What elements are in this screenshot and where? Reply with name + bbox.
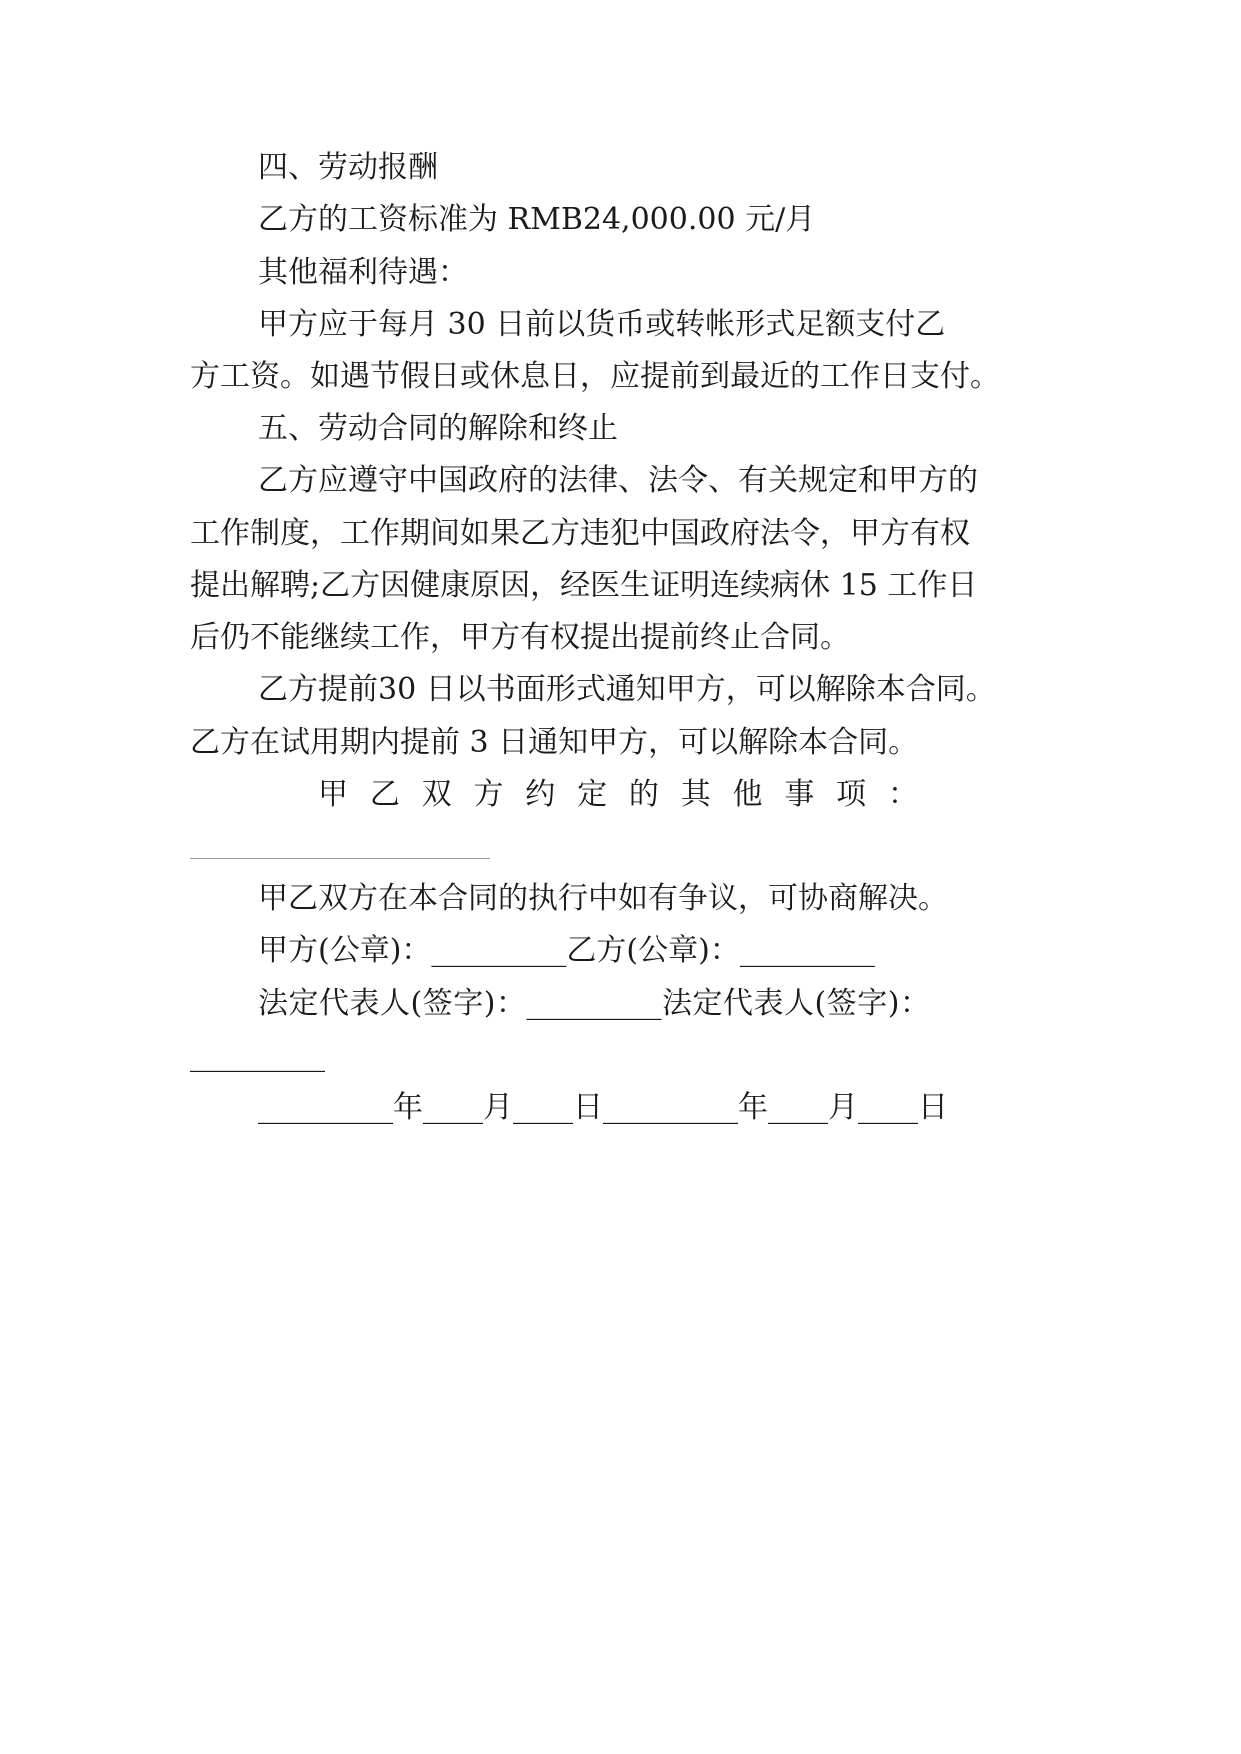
date-line: _________年____月____日_________年____月____日 [258, 1090, 948, 1125]
notice-line-2: 乙方在试用期内提前 3 日通知甲方，可以解除本合同。 [190, 725, 919, 760]
rep-line-2: _________ [190, 1038, 325, 1073]
law-line-4: 后仍不能继续工作，甲方有权提出提前终止合同。 [190, 620, 850, 655]
payment-line-1: 甲方应于每月 30 日前以货币或转帐形式足额支付乙 [258, 307, 946, 342]
dispute-line: 甲乙双方在本合同的执行中如有争议，可协商解决。 [258, 881, 948, 916]
section-4-heading: 四、劳动报酬 [258, 150, 438, 185]
salary-line: 乙方的工资标准为 RMB24,000.00 元/月 [258, 202, 816, 237]
welfare-line: 其他福利待遇： [258, 255, 468, 290]
seal-line: 甲方(公章)：_________乙方(公章)：_________ [258, 933, 875, 968]
notice-line-1: 乙方提前30 日以书面形式通知甲方，可以解除本合同。 [258, 672, 996, 707]
law-line-1: 乙方应遵守中国政府的法律、法令、有关规定和甲方的 [258, 463, 978, 498]
other-matters-blank: ________________________________________ [190, 841, 490, 859]
section-5-heading: 五、劳动合同的解除和终止 [258, 411, 618, 446]
other-matters-line: 甲乙双方约定的其他事项： [318, 777, 918, 812]
law-line-3: 提出解聘;乙方因健康原因，经医生证明连续病休 15 工作日 [190, 568, 978, 603]
payment-line-2: 方工资。如遇节假日或休息日，应提前到最近的工作日支付。 [190, 359, 1000, 394]
law-line-2: 工作制度，工作期间如果乙方违犯中国政府法令，甲方有权 [190, 516, 970, 551]
rep-line-1: 法定代表人(签字)：_________法定代表人(签字)： [258, 986, 930, 1021]
